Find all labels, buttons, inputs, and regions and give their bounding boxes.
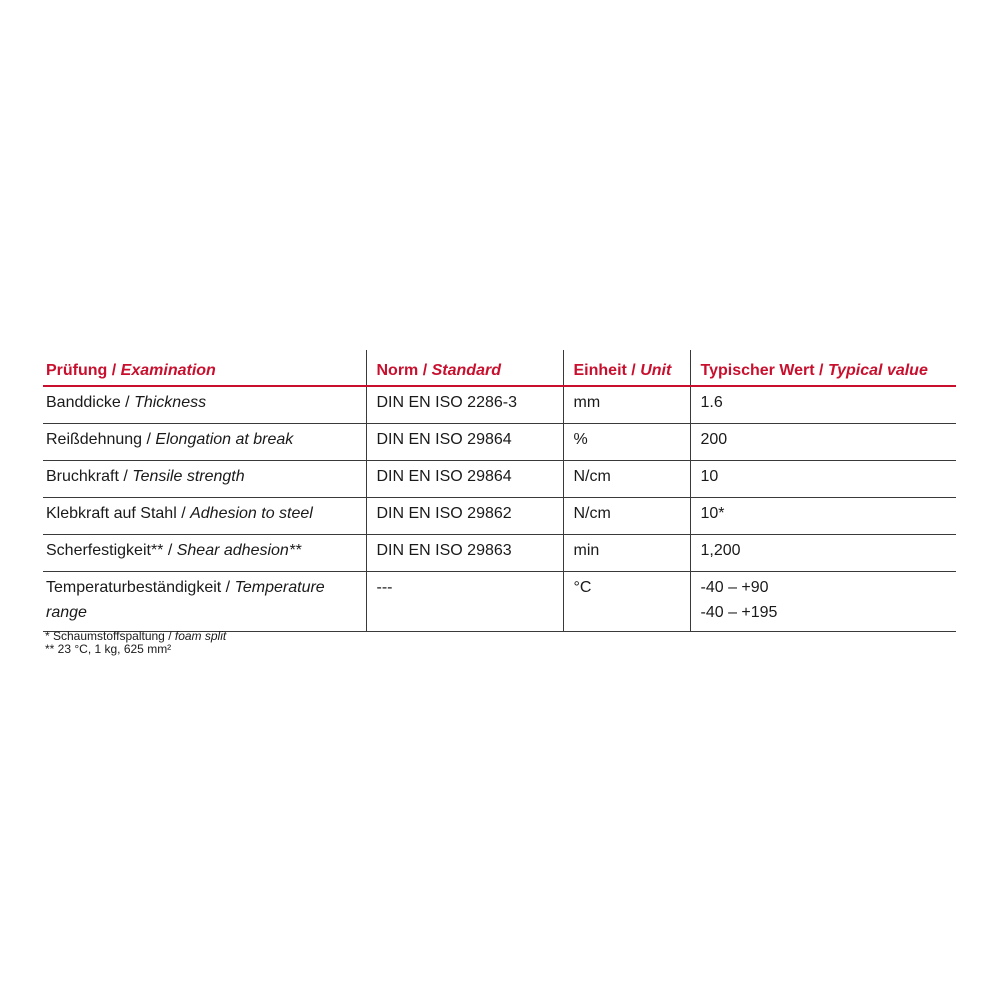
header-examination: Prüfung / Examination — [43, 350, 366, 386]
unit-cell: N/cm — [563, 461, 690, 498]
header-typical-value: Typischer Wert / Typical value — [690, 350, 956, 386]
value-cell: 1.6 — [690, 386, 956, 424]
examination-cell: Banddicke / Thickness — [43, 386, 366, 424]
value-cell: 200 — [690, 424, 956, 461]
unit-cell: min — [563, 535, 690, 572]
examination-cell: Reißdehnung / Elongation at break — [43, 424, 366, 461]
header-row — [43, 350, 956, 386]
unit-cell: N/cm — [563, 498, 690, 535]
value-line: -40 – +195 — [700, 604, 778, 621]
footnote-shear-conditions: ** 23 °C, 1 kg, 625 mm² — [45, 642, 172, 656]
table-row — [43, 535, 956, 572]
examination-cell: Klebkraft auf Stahl / Adhesion to steel — [43, 498, 366, 535]
table-row — [43, 386, 956, 424]
standard-cell: DIN EN ISO 29862 — [366, 498, 563, 535]
table-row — [43, 498, 956, 535]
table-row — [43, 424, 956, 461]
header-unit: Einheit / Unit — [563, 350, 690, 386]
standard-cell: DIN EN ISO 2286-3 — [366, 386, 563, 424]
standard-cell: --- — [366, 572, 563, 632]
standard-cell: DIN EN ISO 29864 — [366, 424, 563, 461]
unit-cell: mm — [563, 386, 690, 424]
examination-cell: Bruchkraft / Tensile strength — [43, 461, 366, 498]
value-line: -40 – +90 — [700, 579, 769, 596]
value-cell: 1,200 — [690, 535, 956, 572]
standard-cell: DIN EN ISO 29863 — [366, 535, 563, 572]
value-cell — [690, 572, 956, 632]
value-cell: 10 — [690, 461, 956, 498]
table-row — [43, 461, 956, 498]
examination-cell: Scherfestigkeit** / Shear adhesion** — [43, 535, 366, 572]
unit-cell: °C — [563, 572, 690, 632]
specs-table-container — [43, 350, 956, 632]
table-row — [43, 572, 956, 632]
value-cell: 10* — [690, 498, 956, 535]
examination-cell: Temperaturbeständigkeit / Temperature range — [43, 572, 366, 632]
header-standard: Norm / Standard — [366, 350, 563, 386]
standard-cell: DIN EN ISO 29864 — [366, 461, 563, 498]
specs-table — [43, 350, 956, 632]
footnotes — [45, 630, 226, 656]
footnote-foam-split: * Schaumstoffspaltung / foam split — [45, 629, 227, 643]
unit-cell: % — [563, 424, 690, 461]
